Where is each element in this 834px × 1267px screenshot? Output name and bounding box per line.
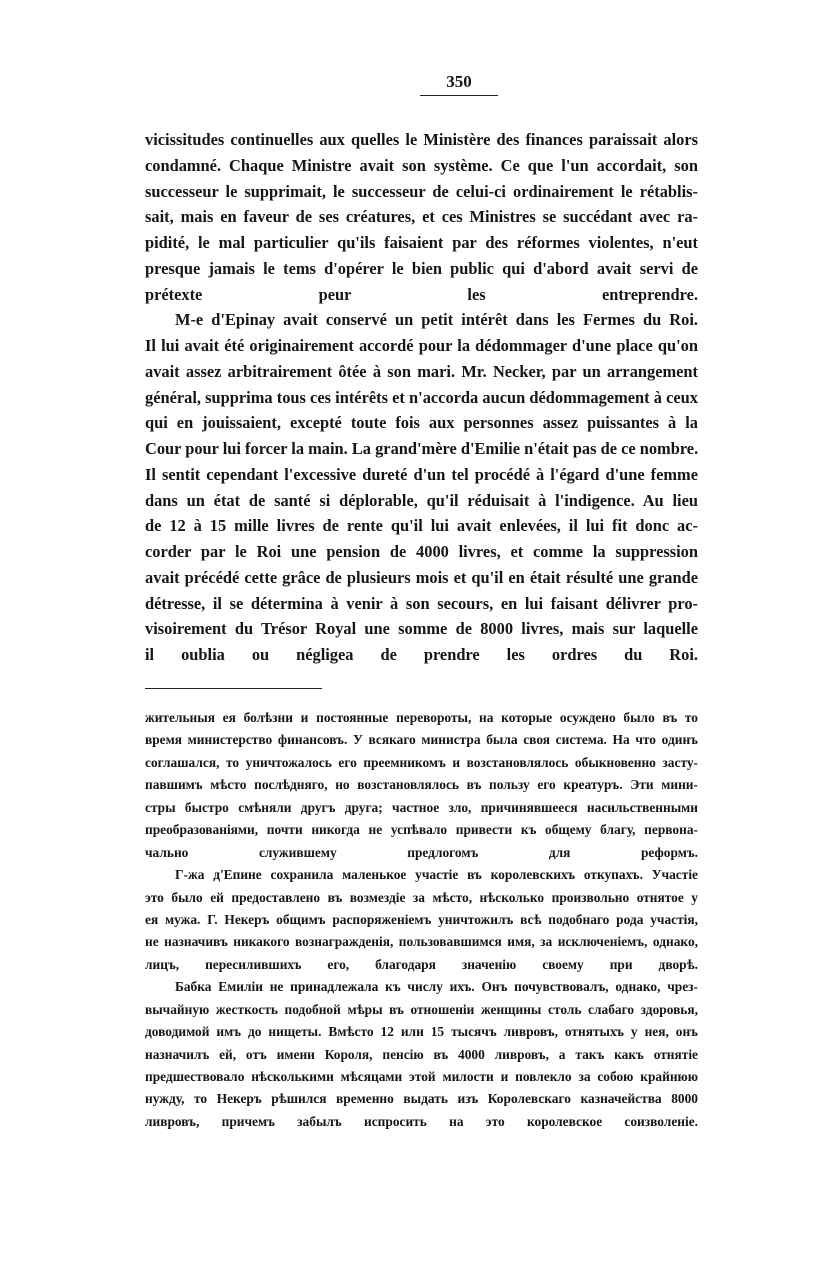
text-line: général, supprima tous ces intérêts et n'accorda aucun dédommagement à ceux (145, 387, 698, 407)
main-text (145, 127, 698, 668)
text-line: vicissitudes continuelles aux quelles le Ministère des finances paraissait alors (145, 130, 698, 149)
text-line: visoirement du Trésor Royal une somme de 8000 livres, mais sur laquelle (145, 619, 698, 639)
text-line: Cour pour lui forcer la main. La grand'mère d'Emilie n'était pas de ce nombre. (145, 439, 699, 458)
text-line: détresse, il se détermina à venir à son secours, en lui faisant délivrer pro- (145, 593, 698, 613)
text-line: назначилъ ей, отъ имени Короля, пенсію въ 4000 ливровъ, а такъ какъ отнятіе (145, 1046, 698, 1062)
text-line: pidité, le mal particulier qu'ils faisaient par des réformes violentes, n'eut (145, 233, 698, 252)
paragraph (145, 976, 698, 1133)
text-line: доводимой имъ до нищеты. Вмѣсто 12 или 15 тысячъ ливровъ, отнятыхъ у нея, онъ (145, 1024, 698, 1040)
footnote-divider (145, 688, 322, 689)
text-line: corder par le Roi une pension de 4000 livres, et comme la suppression (145, 542, 698, 561)
text-line: prétexte peur les entreprendre. (145, 284, 698, 304)
text-line: M-e d'Epinay avait conservé un petit intérêt dans les Fermes du Roi. (175, 310, 698, 330)
text-line: Г-жа д'Епине сохранила маленькое участіе въ королевскихъ откупахъ. Участіе (175, 867, 698, 883)
text-line: это было ей предоставлено въ возмездіе за мѣсто, нѣсколько произвольно отнятое у (145, 889, 698, 905)
footnote-text (145, 707, 698, 1133)
text-line: преобразованіями, почти никогда не успѣвало привести къ общему благу, первона- (145, 822, 698, 838)
text-line: вычайную жесткость подобной мѣры въ отношеніи женщины столь слабаго здоровья, (145, 1001, 698, 1017)
text-line: время министерство финансовъ. У всякаго министра была своя система. На что одинъ (145, 732, 698, 748)
text-line: соглашался, то уничтожалось его преемникомъ и возстановлялось обыкновенно засту- (145, 754, 698, 770)
text-line: de 12 à 15 mille livres de rente qu'il lui avait enlevées, il lui fit donc ac- (145, 516, 698, 536)
text-line: чально служившему предлогомъ для реформъ. (145, 844, 698, 860)
text-line: не назначивъ никакого вознагражденія, пользовавшимся имя, за исключеніемъ, однако, (145, 934, 698, 950)
text-line: Il sentit cependant l'excessive dureté d'un tel procédé à l'égard d'une femme (145, 464, 698, 484)
text-line: avait assez arbitrairement ôtée à son mari. Mr. Necker, par un arrangement (145, 361, 698, 381)
text-line: condamné. Chaque Ministre avait son système. Ce que l'un accordait, son (145, 155, 698, 175)
text-line: стры быстро смѣняли другъ друга; частное зло, причинявшееся насильственными (145, 799, 698, 815)
text-line: нужду, то Некеръ рѣшился временно выдать изъ Королевскаго казначейства 8000 (145, 1091, 698, 1107)
text-line: avait précédé cette grâce de plusieurs mois et qu'il en était résulté une grande (145, 567, 698, 587)
text-line: il oublia ou négligea de prendre les ordres du Roi. (145, 645, 698, 664)
paragraph (145, 864, 698, 976)
text-line: successeur le supprimait, le successeur de celui-ci ordinairement le rétablis- (145, 181, 698, 201)
paragraph (145, 127, 698, 307)
text-line: павшимъ мѣсто послѣдняго, но возстановлялось въ пользу его креатуръ. Эти мини- (145, 777, 698, 793)
text-line: ея мужа. Г. Некеръ общимъ распоряженіемъ уничтожилъ всѣ подобнаго рода участія, (145, 911, 698, 927)
text-line: sait, mais en faveur de ses créatures, et ces Ministres se succédant avec ra- (145, 207, 698, 227)
text-line: presque jamais le tems d'opérer le bien public qui d'abord avait servi de (145, 258, 698, 278)
text-line: предшествовало нѣсколькими мѣсяцами этой милости и повлекло за собою крайнюю (145, 1069, 698, 1084)
text-line: лицъ, пересилившихъ его, благодаря значенію своему при дворѣ. (145, 956, 698, 972)
paragraph (145, 307, 698, 668)
text-line: Бабка Емиліи не принадлежала къ числу ихъ. Онъ почувствовалъ, однако, чрез- (175, 979, 698, 995)
text-line: ливровъ, причемъ забылъ испросить на это королевское соизволеніе. (145, 1113, 698, 1129)
page-number: 350 (420, 72, 498, 96)
text-line: dans un état de santé si déplorable, qu'il réduisait à l'indigence. Au lieu (145, 490, 698, 510)
text-line: qui en jouissaient, excepté toute fois aux personnes assez puissantes à la (145, 413, 698, 433)
paragraph (145, 707, 698, 864)
text-line: жительныя ея болѣзни и постоянные перевороты, на которые осуждено было въ то (145, 710, 698, 725)
text-line: Il lui avait été originairement accordé pour la dédommager d'une place qu'on (145, 336, 698, 355)
